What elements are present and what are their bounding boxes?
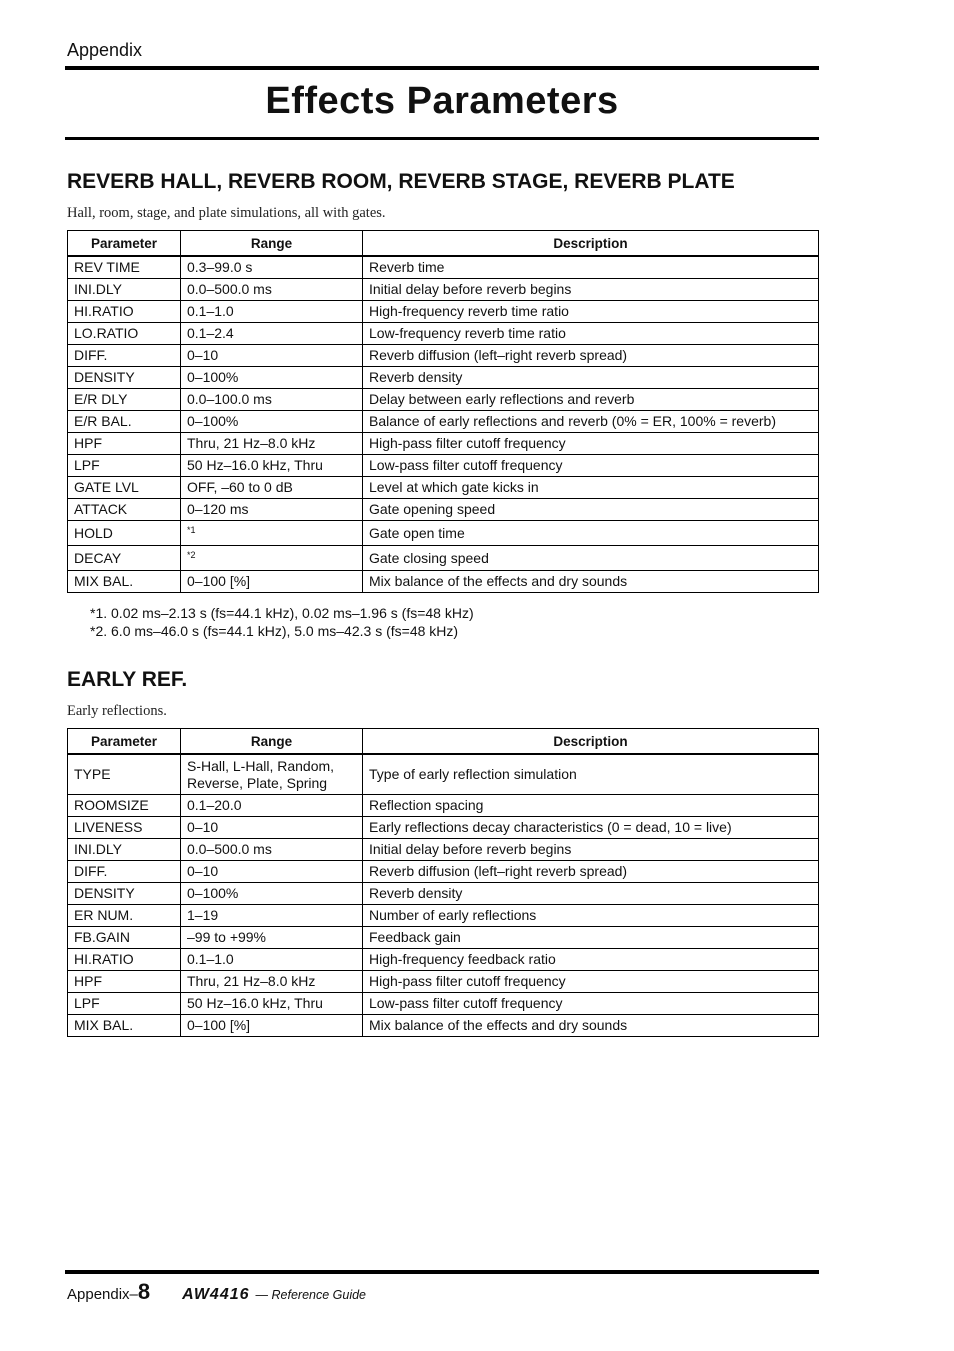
table-row xyxy=(68,571,819,593)
range-cell: 0–100% xyxy=(181,367,363,389)
range-cell: S-Hall, L-Hall, Random, Reverse, Plate, Spring xyxy=(181,754,363,795)
table-row xyxy=(68,839,819,861)
table-row xyxy=(68,323,819,345)
param-cell: FB.GAIN xyxy=(68,927,181,949)
footer-rule xyxy=(65,1270,819,1274)
range-cell: 0.0–500.0 ms xyxy=(181,839,363,861)
footnote-1: *1. 0.02 ms–2.13 s (fs=44.1 kHz), 0.02 ms–1.96 s (fs=48 kHz) xyxy=(90,605,474,621)
column-header-description: Description xyxy=(363,729,819,755)
description-cell: Feedback gain xyxy=(363,927,819,949)
description-cell: Initial delay before reverb begins xyxy=(363,839,819,861)
param-cell: MIX BAL. xyxy=(68,571,181,593)
param-cell: E/R BAL. xyxy=(68,411,181,433)
description-cell: Reverb density xyxy=(363,883,819,905)
table-row xyxy=(68,971,819,993)
page-number: 8 xyxy=(137,1279,151,1304)
table-row xyxy=(68,883,819,905)
table-header-row xyxy=(68,729,819,755)
reference-guide-label: — Reference Guide xyxy=(255,1288,367,1302)
range-cell: Thru, 21 Hz–8.0 kHz xyxy=(181,971,363,993)
range-cell: –99 to +99% xyxy=(181,927,363,949)
range-cell: 0–100 [%] xyxy=(181,1015,363,1037)
range-cell: 50 Hz–16.0 kHz, Thru xyxy=(181,455,363,477)
param-cell: LO.RATIO xyxy=(68,323,181,345)
table-header-row xyxy=(68,231,819,257)
footnote-ref: *2 xyxy=(187,549,196,560)
table-row xyxy=(68,256,819,279)
table-row xyxy=(68,795,819,817)
table-row xyxy=(68,433,819,455)
footer xyxy=(67,1279,366,1305)
table-row xyxy=(68,521,819,546)
param-cell: E/R DLY xyxy=(68,389,181,411)
description-cell: Level at which gate kicks in xyxy=(363,477,819,499)
description-cell: High-pass filter cutoff frequency xyxy=(363,971,819,993)
table-row xyxy=(68,861,819,883)
description-cell: Type of early reflection simulation xyxy=(363,754,819,795)
range-cell: 50 Hz–16.0 kHz, Thru xyxy=(181,993,363,1015)
param-cell: REV TIME xyxy=(68,256,181,279)
column-header-description: Description xyxy=(363,231,819,257)
table-row xyxy=(68,389,819,411)
range-cell: 1–19 xyxy=(181,905,363,927)
description-cell: Reverb density xyxy=(363,367,819,389)
column-header-parameter: Parameter xyxy=(68,729,181,755)
param-cell: LIVENESS xyxy=(68,817,181,839)
param-cell: MIX BAL. xyxy=(68,1015,181,1037)
param-cell: GATE LVL xyxy=(68,477,181,499)
description-cell: Reverb diffusion (left–right reverb spread) xyxy=(363,345,819,367)
param-cell: ER NUM. xyxy=(68,905,181,927)
param-cell: ROOMSIZE xyxy=(68,795,181,817)
table-row xyxy=(68,411,819,433)
param-cell: TYPE xyxy=(68,754,181,795)
range-cell: 0–100% xyxy=(181,883,363,905)
column-header-parameter: Parameter xyxy=(68,231,181,257)
range-cell: 0–100 [%] xyxy=(181,571,363,593)
title-rule-bottom xyxy=(65,137,819,140)
description-cell: High-pass filter cutoff frequency xyxy=(363,433,819,455)
footer-section: Appendix– xyxy=(67,1286,138,1303)
range-cell: 0.3–99.0 s xyxy=(181,256,363,279)
param-cell: DENSITY xyxy=(68,367,181,389)
range-cell: 0.1–1.0 xyxy=(181,301,363,323)
description-cell: Mix balance of the effects and dry sounds xyxy=(363,571,819,593)
table-row xyxy=(68,477,819,499)
table-row xyxy=(68,499,819,521)
param-cell: DECAY xyxy=(68,546,181,571)
param-cell: LPF xyxy=(68,993,181,1015)
range-cell: 0.1–2.4 xyxy=(181,323,363,345)
reverb-parameter-table xyxy=(67,230,819,593)
param-cell: DENSITY xyxy=(68,883,181,905)
description-cell: Reflection spacing xyxy=(363,795,819,817)
table-row xyxy=(68,1015,819,1037)
table-row xyxy=(68,817,819,839)
table-row xyxy=(68,754,819,795)
param-cell: ATTACK xyxy=(68,499,181,521)
range-cell: 0–10 xyxy=(181,817,363,839)
table-row xyxy=(68,949,819,971)
param-cell: LPF xyxy=(68,455,181,477)
description-cell: Balance of early reflections and reverb (0% = ER, 100% = reverb) xyxy=(363,411,819,433)
description-cell: Gate opening speed xyxy=(363,499,819,521)
description-cell: Number of early reflections xyxy=(363,905,819,927)
description-cell: Low-pass filter cutoff frequency xyxy=(363,993,819,1015)
table-row xyxy=(68,993,819,1015)
description-cell: Low-frequency reverb time ratio xyxy=(363,323,819,345)
param-cell: HI.RATIO xyxy=(68,301,181,323)
description-cell: Reverb time xyxy=(363,256,819,279)
table-row xyxy=(68,345,819,367)
param-cell: INI.DLY xyxy=(68,279,181,301)
param-cell: DIFF. xyxy=(68,861,181,883)
footnote-ref: *1 xyxy=(187,524,196,535)
description-cell: High-frequency reverb time ratio xyxy=(363,301,819,323)
product-logo: AW4416 xyxy=(182,1286,250,1303)
table-row xyxy=(68,301,819,323)
description-cell: Low-pass filter cutoff frequency xyxy=(363,455,819,477)
reverb-description: Hall, room, stage, and plate simulations, all with gates. xyxy=(67,205,386,221)
param-cell: HOLD xyxy=(68,521,181,546)
early-ref-parameter-table xyxy=(67,728,819,1037)
range-cell xyxy=(181,521,363,546)
param-cell: DIFF. xyxy=(68,345,181,367)
range-cell: 0–10 xyxy=(181,345,363,367)
param-cell: HI.RATIO xyxy=(68,949,181,971)
footnote-2: *2. 6.0 ms–46.0 s (fs=44.1 kHz), 5.0 ms–42.3 s (fs=48 kHz) xyxy=(90,623,459,639)
range-cell: OFF, –60 to 0 dB xyxy=(181,477,363,499)
param-cell: INI.DLY xyxy=(68,839,181,861)
description-cell: Gate open time xyxy=(363,521,819,546)
range-cell: 0–120 ms xyxy=(181,499,363,521)
range-cell: 0.1–20.0 xyxy=(181,795,363,817)
reverb-heading: REVERB HALL, REVERB ROOM, REVERB STAGE, REVERB PLATE xyxy=(67,170,735,193)
param-cell: HPF xyxy=(68,971,181,993)
param-cell: HPF xyxy=(68,433,181,455)
description-cell: Reverb diffusion (left–right reverb spread) xyxy=(363,861,819,883)
table-row xyxy=(68,367,819,389)
range-cell: Thru, 21 Hz–8.0 kHz xyxy=(181,433,363,455)
early-ref-description: Early reflections. xyxy=(67,703,167,719)
range-cell: 0–100% xyxy=(181,411,363,433)
description-cell: Mix balance of the effects and dry sounds xyxy=(363,1015,819,1037)
table-row xyxy=(68,905,819,927)
early-ref-heading: EARLY REF. xyxy=(67,668,188,691)
description-cell: Initial delay before reverb begins xyxy=(363,279,819,301)
description-cell: Gate closing speed xyxy=(363,546,819,571)
column-header-range: Range xyxy=(181,729,363,755)
page-title: Effects Parameters xyxy=(265,80,619,122)
description-cell: Delay between early reflections and reverb xyxy=(363,389,819,411)
column-header-range: Range xyxy=(181,231,363,257)
range-cell: 0–10 xyxy=(181,861,363,883)
title-rule-top xyxy=(65,66,819,70)
range-cell xyxy=(181,546,363,571)
table-row xyxy=(68,455,819,477)
table-row xyxy=(68,279,819,301)
description-cell: Early reflections decay characteristics (0 = dead, 10 = live) xyxy=(363,817,819,839)
section-label: Appendix xyxy=(67,40,143,60)
range-cell: 0.0–500.0 ms xyxy=(181,279,363,301)
table-row xyxy=(68,927,819,949)
range-cell: 0.1–1.0 xyxy=(181,949,363,971)
table-row xyxy=(68,546,819,571)
range-cell: 0.0–100.0 ms xyxy=(181,389,363,411)
description-cell: High-frequency feedback ratio xyxy=(363,949,819,971)
